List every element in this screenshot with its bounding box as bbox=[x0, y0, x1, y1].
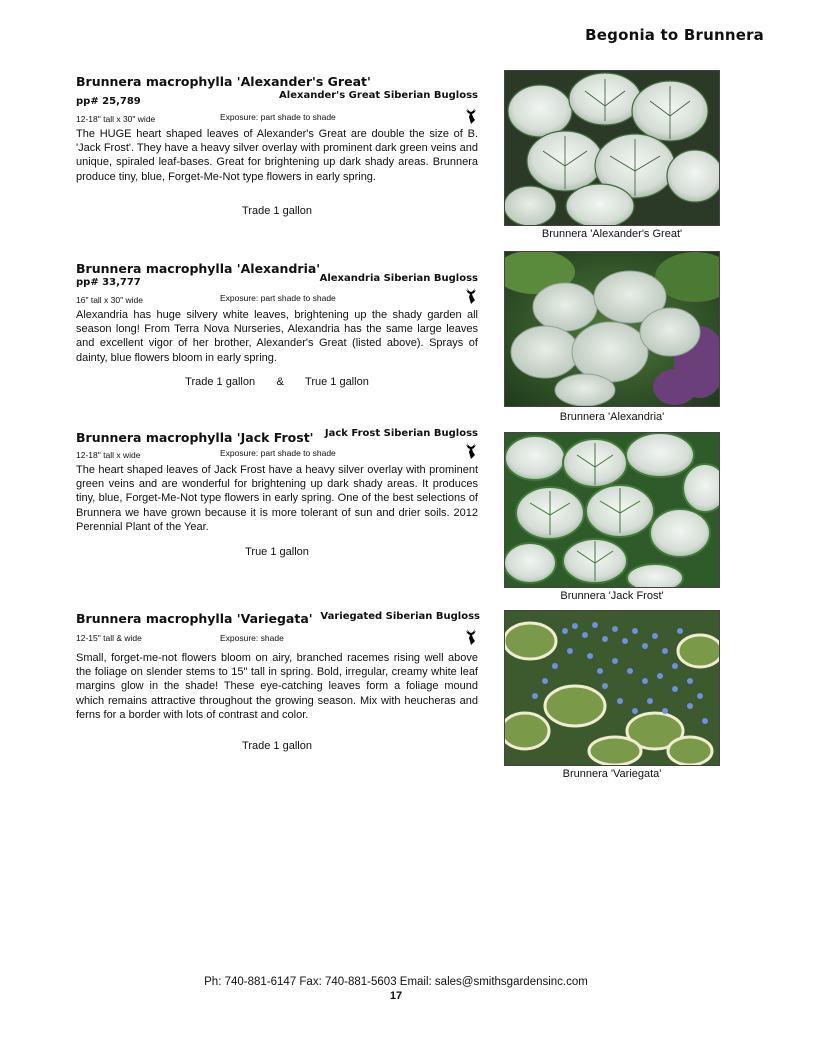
exposure: Exposure: part shade to shade bbox=[220, 112, 336, 122]
plant-entry-variegata bbox=[76, 611, 478, 761]
plant-entry-alexandria bbox=[76, 261, 478, 396]
plant-description: Alexandria has huge silvery white leaves, brightening up the shady garden all season long! From Terra Nova Nurseries, Alexandria has the same large leaves and excellent vigor of her brother, Alexander's Great (listed above). Sprays of dainty, blue flowers bloom in early spring. bbox=[76, 309, 478, 364]
plant-description: Small, forget-me-not flowers bloom on airy, branched racemes rising well above the foliage on slender stems to 15" tall in spring. Bold, irregular, creamy white leaf margins glow in the shade! These eye-catching leaves form a foliage mound which remains attractive throughout the growing season. Mix with heucheras and ferns for a border with lots of contrast and color. bbox=[76, 652, 478, 721]
photo-block-jack-frost bbox=[504, 432, 720, 602]
sizes-offered: Trade 1 gallon bbox=[242, 205, 312, 217]
photo-block-variegata bbox=[504, 610, 720, 780]
sizes-offered: Trade 1 gallon bbox=[242, 740, 312, 752]
exposure: Exposure: shade bbox=[220, 633, 284, 643]
plant-entry-alexanders-great bbox=[76, 74, 478, 224]
plant-description: The heart shaped leaves of Jack Frost have a heavy silver overlay with prominent green veins and are wonderful for brightening up dark shady areas. It produces tiny, blue, Forget-Me-Not type flowers in early spring. One of the best selections of Brunnera we have grown because it is more tolerant of sun and drier soils. 2012 Perennial Plant of the Year. bbox=[76, 464, 478, 533]
footer-contact-line: Ph: 740-881-6147 Fax: 740-881-5603 Email: sales@smithsgardensinc.com bbox=[204, 976, 588, 988]
photo-caption: Brunnera 'Alexandria' bbox=[559, 411, 665, 423]
photo-caption: Brunnera 'Alexander's Great' bbox=[541, 228, 683, 240]
photo-caption: Brunnera 'Variegata' bbox=[562, 768, 662, 780]
plant-size: 12-18" tall x wide bbox=[76, 450, 141, 460]
page-number: 17 bbox=[389, 990, 403, 1002]
exposure: Exposure: part shade to shade bbox=[220, 448, 336, 458]
plant-description: The HUGE heart shaped leaves of Alexander's Great are double the size of B. 'Jack Frost'. They have a heavy silver overlay with prominent dark green veins and unique, spiraled leaf-bases. Great for brightening up dark shady areas. Brunnera produce tiny, blue, Forget-Me-Not type flowers in early spring. bbox=[76, 128, 478, 183]
sizes-offered: Trade 1 gallon & True 1 gallon bbox=[185, 376, 369, 388]
deer-head-icon bbox=[464, 108, 478, 124]
plant-entry-jack-frost bbox=[76, 430, 478, 565]
plant-name: Brunnera macrophylla 'Alexander's Great' bbox=[76, 74, 371, 89]
plant-size: 12-18" tall x 30" wide bbox=[76, 114, 156, 124]
plant-photo bbox=[504, 70, 720, 226]
deer-head-icon bbox=[464, 629, 478, 645]
common-name: Jack Frost Siberian Bugloss bbox=[324, 428, 478, 439]
plant-patent: pp# 33,777 bbox=[76, 277, 141, 288]
common-name: Variegated Siberian Bugloss bbox=[320, 611, 480, 622]
plant-size: 16" tall x 30" wide bbox=[76, 295, 143, 305]
plant-photo bbox=[504, 432, 720, 588]
exposure: Exposure: part shade to shade bbox=[220, 293, 336, 303]
plant-photo bbox=[504, 610, 720, 766]
photo-block-alexandria bbox=[504, 251, 720, 423]
plant-size: 12-15" tall & wide bbox=[76, 633, 142, 643]
photo-block-alexanders-great bbox=[504, 70, 720, 240]
photo-caption: Brunnera 'Jack Frost' bbox=[560, 590, 664, 602]
plant-name: Brunnera macrophylla 'Jack Frost' bbox=[76, 430, 314, 445]
plant-patent: pp# 25,789 bbox=[76, 96, 141, 107]
deer-head-icon bbox=[464, 443, 478, 459]
section-title: Begonia to Brunnera bbox=[585, 26, 764, 44]
deer-head-icon bbox=[464, 288, 478, 304]
plant-name: Brunnera macrophylla 'Variegata' bbox=[76, 611, 313, 626]
common-name: Alexandria Siberian Bugloss bbox=[319, 273, 478, 284]
common-name: Alexander's Great Siberian Bugloss bbox=[279, 90, 478, 101]
plant-name: Brunnera macrophylla 'Alexandria' bbox=[76, 261, 321, 276]
sizes-offered: True 1 gallon bbox=[245, 546, 309, 558]
plant-photo bbox=[504, 251, 720, 407]
